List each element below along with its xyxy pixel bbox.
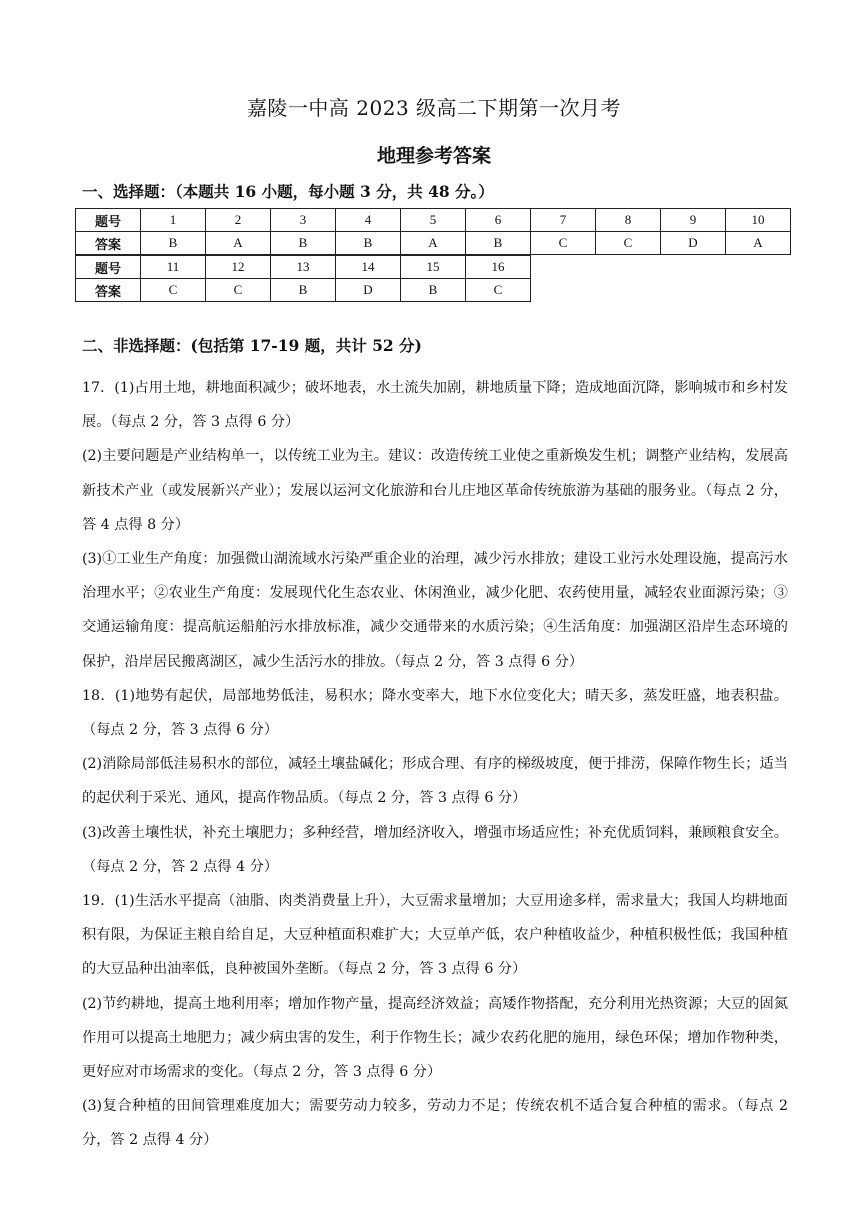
answer-table-1-10 xyxy=(75,208,791,255)
question-cell: 12 xyxy=(206,256,271,279)
answer-cell: A xyxy=(401,232,466,255)
question-cell: 4 xyxy=(336,209,401,232)
question-number-row xyxy=(76,209,791,232)
question-cell: 10 xyxy=(726,209,791,232)
question-cell: 2 xyxy=(206,209,271,232)
answer-paragraph-17-1: 17．(1)占用土地，耕地面积减少；破坏地表，水土流失加剧，耕地质量下降；造成地面沉降，影响城市和乡村发展。（每点 2 分，答 3 点得 6 分） xyxy=(82,380,788,431)
answer-row xyxy=(76,232,791,255)
section-heading-nonchoice: 二、非选择题：(包括第 17-19 题，共计 52 分) xyxy=(82,336,422,355)
question-cell: 11 xyxy=(141,256,206,279)
answer-cell: B xyxy=(141,232,206,255)
answer-cell: C xyxy=(206,279,271,302)
question-cell: 6 xyxy=(466,209,531,232)
answer-paragraph-18-3: (3)改善土壤性状，补充土壤肥力；多种经营，增加经济收入，增强市场适应性；补充优质饲料，兼顾粮食安全。（每点 2 分，答 2 点得 4 分） xyxy=(82,824,788,875)
question-cell: 7 xyxy=(531,209,596,232)
answer-cell: B xyxy=(401,279,466,302)
answer-cell: D xyxy=(336,279,401,302)
answer-cell: D xyxy=(661,232,726,255)
answer-table-11-16 xyxy=(75,255,531,302)
answer-cell: C xyxy=(596,232,661,255)
answer-cell: A xyxy=(206,232,271,255)
question-cell: 14 xyxy=(336,256,401,279)
question-cell: 9 xyxy=(661,209,726,232)
answer-paragraph-19-2: (2)节约耕地，提高土地利用率；增加作物产量，提高经济效益；高矮作物搭配，充分利用光热资源；大豆的固氮作用可以提高土地肥力；减少病虫害的发生，利于作物生长；减少农药化肥的施用，绿色环保；增加作物种类，更好应对市场需求的变化。（每点 2 分，答 3 点得 6 分） xyxy=(82,995,788,1081)
answer-cell: B xyxy=(336,232,401,255)
answer-row xyxy=(76,279,531,302)
answer-paragraph-17-2: (2)主要问题是产业结构单一，以传统工业为主。建议：改造传统工业使之重新焕发生机；调整产业结构，发展高新技术产业（或发展新兴产业）；发展以运河文化旅游和台儿庄地区革命传统旅游为基础的服务业。（每点 2 分，答 4 点得 8 分） xyxy=(82,448,788,533)
answer-paragraph-19-1: 19．(1)生活水平提高（油脂、肉类消费量上升），大豆需求量增加；大豆用途多样，需求量大；我国人均耕地面积有限，为保证主粮自给自足，大豆种植面积难扩大；大豆单产低，农户种植收益少，种植积极性低；我国种植的大豆品种出油率低，良种被国外垄断。（每点 2 分，答 3 点得 6 分） xyxy=(82,893,788,978)
answer-cell: B xyxy=(271,279,336,302)
question-cell: 16 xyxy=(466,256,531,279)
row-label-answer: 答案 xyxy=(76,232,141,255)
answer-cell: C xyxy=(466,279,531,302)
document-title: 嘉陵一中高 2023 级高二下期第一次月考 xyxy=(246,96,622,120)
question-cell: 1 xyxy=(141,209,206,232)
answer-cell: C xyxy=(141,279,206,302)
row-label-question: 题号 xyxy=(76,209,141,232)
answer-cell: A xyxy=(726,232,791,255)
question-cell: 13 xyxy=(271,256,336,279)
answer-paragraph-18-2: (2)消除局部低洼易积水的部位，减轻土壤盐碱化；形成合理、有序的梯级坡度，便于排涝，保障作物生长；适当的起伏利于采光、通风，提高作物品质。（每点 2 分，答 3 点得 6 分） xyxy=(82,756,788,807)
document-subtitle: 地理参考答案 xyxy=(376,145,491,167)
question-number-row xyxy=(76,256,531,279)
question-cell: 8 xyxy=(596,209,661,232)
question-cell: 15 xyxy=(401,256,466,279)
answer-paragraph-17-3: (3)①工业生产角度：加强微山湖流域水污染严重企业的治理，减少污水排放；建设工业污水处理设施，提高污水治理水平；②农业生产角度：发展现代化生态农业、休闲渔业，减少化肥、农药使用量，减轻农业面源污染；③交通运输角度：提高航运船舶污水排放标准，减少交通带来的水质污染；④生活角度：加强湖区沿岸生态环境的保护，沿岸居民搬离湖区，减少生活污水的排放。（每点 2 分，答 3 点得 6 分） xyxy=(82,551,788,670)
answer-paragraph-18-1: 18．(1)地势有起伏，局部地势低洼，易积水；降水变率大，地下水位变化大；晴天多，蒸发旺盛，地表积盐。（每点 2 分，答 3 点得 6 分） xyxy=(82,687,788,739)
answer-paragraph-19-3: (3)复合种植的田间管理难度加大；需要劳动力较多，劳动力不足；传统农机不适合复合种植的需求。（每点 2 分，答 2 点得 4 分） xyxy=(82,1098,788,1149)
row-label-question: 题号 xyxy=(76,256,141,279)
question-cell: 3 xyxy=(271,209,336,232)
question-cell: 5 xyxy=(401,209,466,232)
answer-body xyxy=(82,371,788,1158)
section-heading-choice: 一、选择题：（本题共 16 小题，每小题 3 分，共 48 分。） xyxy=(82,182,494,201)
answer-cell: B xyxy=(271,232,336,255)
row-label-answer: 答案 xyxy=(76,279,141,302)
answer-cell: C xyxy=(531,232,596,255)
answer-cell: B xyxy=(466,232,531,255)
